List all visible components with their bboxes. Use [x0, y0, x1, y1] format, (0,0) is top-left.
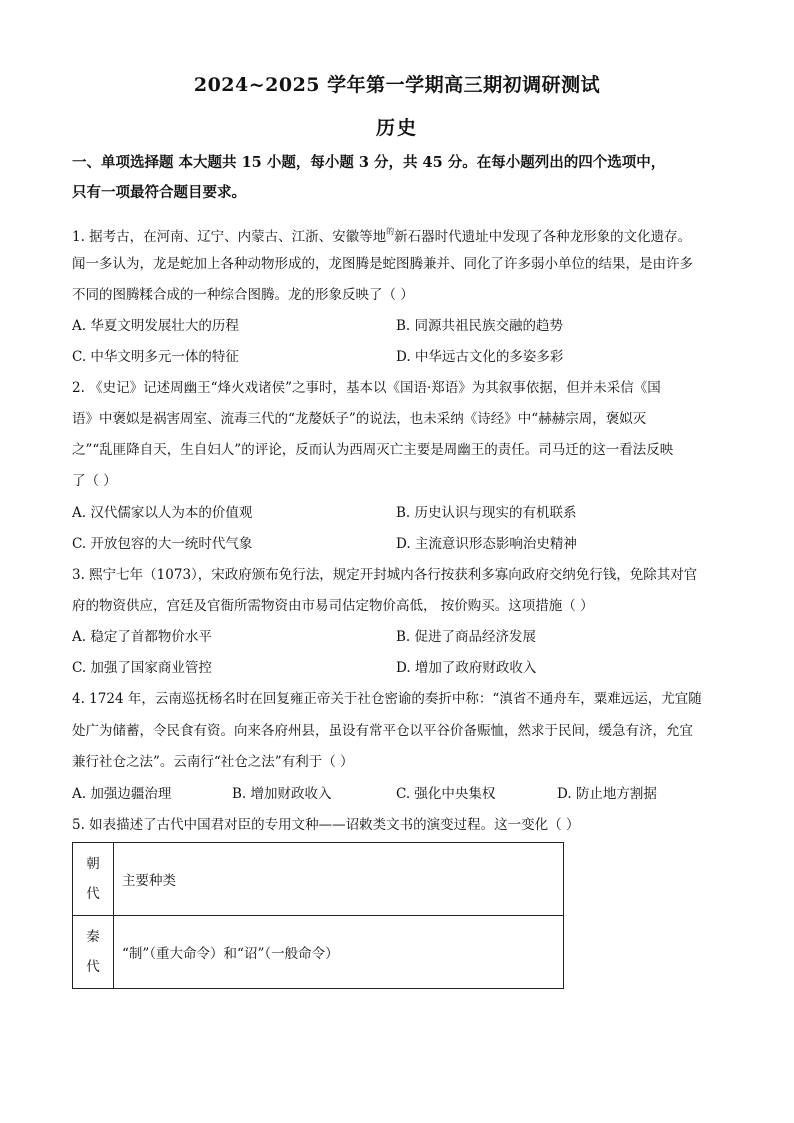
question-4-option-c: C. 强化中央集权	[396, 786, 496, 802]
question-3-option-c: C. 加强了国家商业管控	[72, 660, 212, 676]
table-header-types: 主要种类	[114, 843, 564, 916]
question-2-line-3: 之”“乱匪降自天，生自妇人”的评论，反而认为西周灭亡主要是周幽王的责任。司马迁的这一看法反映	[72, 442, 674, 458]
question-2-option-a: A. 汉代儒家以人为本的价值观	[72, 505, 253, 521]
table-header-dynasty: 朝 代	[73, 843, 114, 916]
edict-evolution-table	[72, 842, 564, 989]
question-1-line-2: 闻一多认为，龙是蛇加上各种动物形成的，龙图腾是蛇图腾兼并、同化了许多弱小单位的结果，是由许多	[72, 256, 693, 272]
subject-title: 历史	[375, 117, 418, 139]
question-4-line-3: 兼行社仓之法”。云南行“社仓之法”有利于（ ）	[72, 754, 354, 770]
table-cell-dynasty-qin: 秦 代	[73, 916, 114, 989]
superscript-char: 的	[386, 227, 395, 236]
question-3-option-d: D. 增加了政府财政收入	[396, 660, 537, 676]
question-2-line-1: 2. 《史记》记述周幽王“烽火戏诸侯”之事时，基本以《国语·郑语》为其叙事依据，但并未采信《国	[72, 380, 661, 396]
question-5-line-1: 5. 如表描述了古代中国君对臣的专用文种——诏敕类文书的演变过程。这一变化（ ）	[72, 817, 580, 833]
question-2-line-4: 了（ ）	[72, 473, 117, 489]
question-4-line-2: 处广为储蓄，令民食有资。向来各府州县，虽设有常平仓以平谷价备赈恤，然求于民间，缓急有济，允宜	[72, 723, 693, 739]
question-2-option-c: C. 开放包容的大一统时代气象	[72, 536, 253, 552]
question-1-line-1: 1. 据考古，在河南、辽宁、内蒙古、江浙、安徽等地$^的$新石器时代遗址中发现了各种龙形象的文化遗存。	[72, 227, 692, 245]
question-1-option-a: A. 华夏文明发展壮大的历程	[72, 318, 239, 334]
question-2-line-2: 语》中褒姒是祸害周室、流毒三代的“龙嫠妖子”的说法，也未采纳《诗经》中“赫赫宗周，褒姒灭	[72, 411, 647, 427]
section-heading-line-1: 一、单项选择题 本大题共 15 小题，每小题 3 分，共 45 分。在每小题列出的四个选项中，	[72, 154, 666, 171]
question-1-option-d: D. 中华远古文化的多姿多彩	[396, 349, 564, 365]
question-2-option-b: B. 历史认识与现实的有机联系	[396, 505, 577, 521]
question-4-line-1: 4. 1724 年，云南巡抚杨名时在回复雍正帝关于社仓密谕的奏折中称：“滇省不通舟车，粟难远运，尤宜随	[72, 691, 702, 707]
table-header-row	[73, 843, 564, 916]
exam-title: 2024~2025 学年第一学期高三期初调研测试	[193, 74, 601, 96]
question-4-option-a: A. 加强边疆治理	[72, 786, 172, 802]
section-heading	[72, 148, 732, 208]
question-3-option-a: A. 稳定了首都物价水平	[72, 629, 212, 645]
question-4-option-d: D. 防止地方割据	[557, 786, 657, 802]
question-3-line-1: 3. 熙宁七年（1073），宋政府颁布免行法，规定开封城内各行按获利多寡向政府交纳免行钱，免除其对官	[72, 567, 698, 583]
question-1-option-b: B. 同源共祖民族交融的趋势	[396, 318, 564, 334]
question-1-option-c: C. 中华文明多元一体的特征	[72, 349, 239, 365]
question-2-option-d: D. 主流意识形态影响治史精神	[396, 536, 577, 552]
table-cell-types-qin: “制”（重大命令）和“诏”（一般命令）	[114, 916, 564, 989]
question-3-line-2: 府的物资供应，宫廷及官衙所需物资由市易司估定物价高低， 按价购买。这项措施（ ）	[72, 598, 594, 614]
section-heading-line-2: 只有一项最符合题目要求。	[72, 184, 246, 201]
question-1-line-3: 不同的图腾糅合成的一种综合图腾。龙的形象反映了（ ）	[72, 287, 414, 303]
question-3-option-b: B. 促进了商品经济发展	[396, 629, 537, 645]
question-4-option-b: B. 增加财政收入	[232, 786, 332, 802]
table-row	[73, 916, 564, 989]
